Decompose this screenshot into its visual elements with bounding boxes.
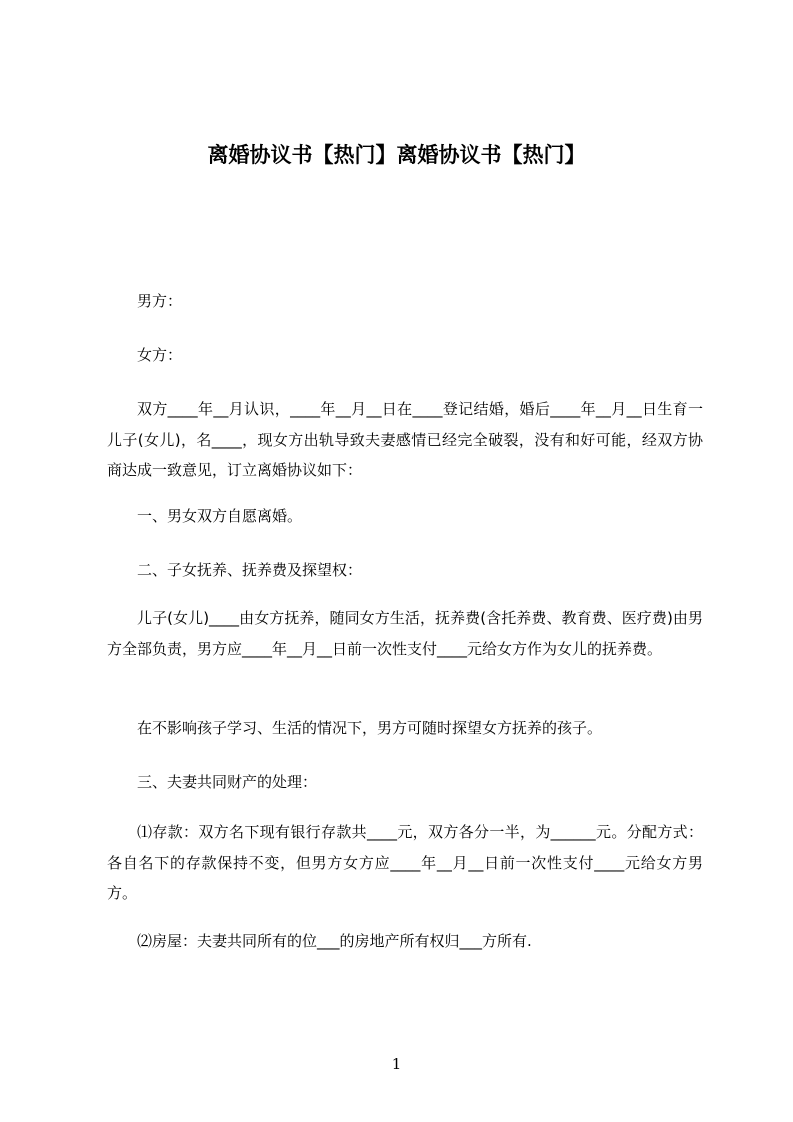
paragraph-housing: ⑵房屋：夫妻共同所有的位___的房地产所有权归___方所有. xyxy=(137,932,532,950)
paragraph-clause-3-heading: 三、夫妻共同财产的处理： xyxy=(137,773,318,791)
paragraph-clause-1: 一、男女双方自愿离婚。 xyxy=(137,507,303,525)
page-number: 1 xyxy=(391,1055,402,1073)
paragraph-male-party: 男方： xyxy=(137,292,183,310)
paragraph-female-party: 女方： xyxy=(137,346,183,364)
paragraph-preamble: 双方____年__月认识，____年__月__日在____登记结婚，婚后____年__月__日生育一儿子(女儿)，名____，现女方出轨导致夫妻感情已经完全破裂，没有和好可能，经双方协商达成一致意见，订立离婚协议如下： xyxy=(107,400,703,479)
paragraph-child-custody: 儿子(女儿)____由女方抚养，随同女方生活，抚养费(含托养费、教育费、医疗费)由男方全部负责，男方应____年__月__日前一次性支付____元给女方作为女儿的抚养费。 xyxy=(107,609,703,658)
paragraph-savings: ⑴存款：双方名下现有银行存款共____元，双方各分一半，为______元。分配方式：各自名下的存款保持不变，但男方女方应____年__月__日前一次性支付____元给女方男方。 xyxy=(107,823,703,902)
document-title: 离婚协议书【热门】离婚协议书【热门】 xyxy=(207,143,586,167)
paragraph-clause-2-heading: 二、子女抚养、抚养费及探望权： xyxy=(137,561,363,579)
paragraph-visitation: 在不影响孩子学习、生活的情况下，男方可随时探望女方抚养的孩子。 xyxy=(137,719,603,737)
